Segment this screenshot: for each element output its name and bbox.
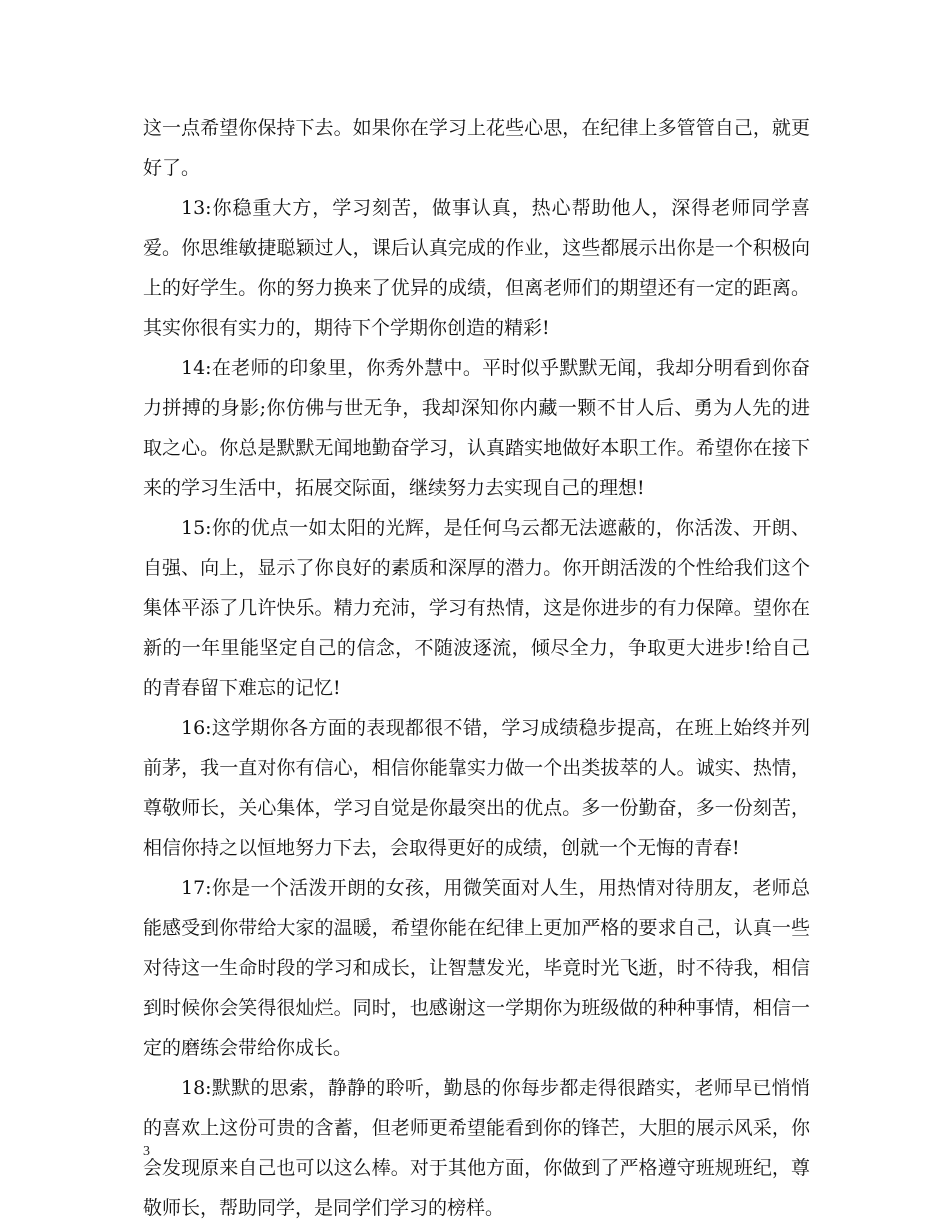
paragraph-18: 18:默默的思索，静静的聆听，勤恳的你每步都走得很踏实，老师早已悄悄的喜欢上这份可贵的含蓄，但老师更希望能看到你的锋芒，大胆的展示风采，你会发现原来自己也可以这么棒。对于其他方面，你做到了严格遵守班规班纪，尊敬师长，帮助同学，是同学们学习的榜样。 bbox=[143, 1077, 810, 1219]
document-body bbox=[143, 108, 810, 1228]
paragraph-continuation: 这一点希望你保持下去。如果你在学习上花些心思，在纪律上多管管自己，就更好了。 bbox=[143, 117, 810, 179]
paragraph-15: 15:你的优点一如太阳的光辉，是任何乌云都无法遮蔽的，你活泼、开朗、自强、向上，显示了你良好的素质和深厚的潜力。你开朗活泼的个性给我们这个集体平添了几许快乐。精力充沛，学习有热情，这是你进步的有力保障。望你在新的一年里能坚定自己的信念，不随波逐流，倾尽全力，争取更大进步!给自己的青春留下难忘的记忆! bbox=[143, 517, 810, 699]
page-number: 3 bbox=[143, 1144, 150, 1159]
paragraph-13: 13:你稳重大方，学习刻苦，做事认真，热心帮助他人，深得老师同学喜爱。你思维敏捷聪颖过人，课后认真完成的作业，这些都展示出你是一个积极向上的好学生。你的努力换来了优异的成绩，但离老师们的期望还有一定的距离。其实你很有实力的，期待下个学期你创造的精彩! bbox=[143, 197, 810, 339]
paragraph-16: 16:这学期你各方面的表现都很不错，学习成绩稳步提高，在班上始终并列前茅，我一直对你有信心，相信你能靠实力做一个出类拔萃的人。诚实、热情，尊敬师长，关心集体，学习自觉是你最突出的优点。多一份勤奋，多一份刻苦，相信你持之以恒地努力下去，会取得更好的成绩，创就一个无悔的青春! bbox=[143, 717, 810, 859]
paragraph-17: 17:你是一个活泼开朗的女孩，用微笑面对人生，用热情对待朋友，老师总能感受到你带给大家的温暖，希望你能在纪律上更加严格的要求自己，认真一些对待这一生命时段的学习和成长，让智慧发光，毕竟时光飞逝，时不待我，相信到时候你会笑得很灿烂。同时，也感谢这一学期你为班级做的种种事情，相信一定的磨练会带给你成长。 bbox=[143, 877, 810, 1059]
paragraph-14: 14:在老师的印象里，你秀外慧中。平时似乎默默无闻，我却分明看到你奋力拼搏的身影;你仿佛与世无争，我却深知你内藏一颗不甘人后、勇为人先的进取之心。你总是默默无闻地勤奋学习，认真踏实地做好本职工作。希望你在接下来的学习生活中，拓展交际面，继续努力去实现自己的理想! bbox=[143, 357, 810, 499]
